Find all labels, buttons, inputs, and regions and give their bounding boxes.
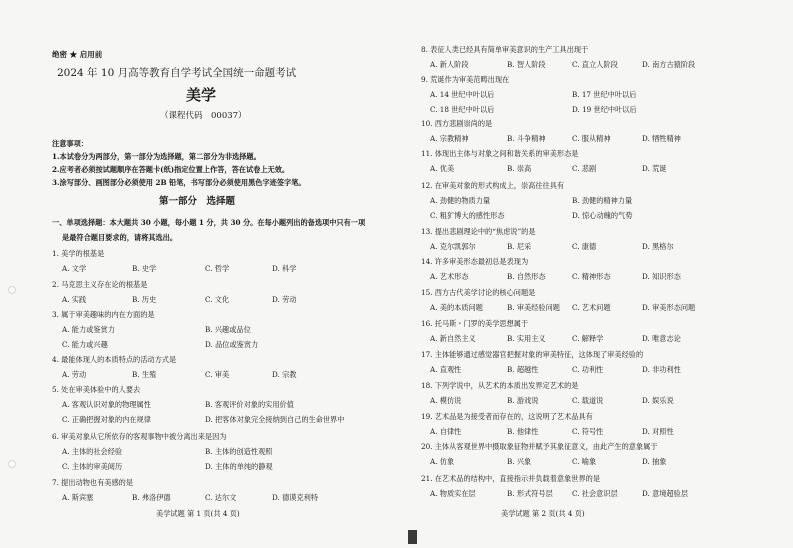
note-item: 2.应考者必须按试题顺序在答题卡(纸)指定位置上作答，答在试卷上无效。	[52, 165, 290, 174]
answer-option: A. 自律性	[430, 427, 462, 436]
answer-option: D. 对照性	[642, 427, 674, 436]
answer-option: B. 史学	[132, 264, 157, 273]
answer-option: A. 劳动	[62, 370, 87, 379]
scan-marker	[408, 530, 417, 544]
answer-option: C. 服从精神	[572, 134, 611, 143]
notes-heading: 注意事项：	[52, 139, 88, 148]
question-text: 12. 在审美对象的形式构成上，崇高往往具有	[421, 181, 565, 190]
note-item: 1.本试卷分为两部分，第一部分为选择题，第二部分为非选择题。	[52, 152, 261, 161]
answer-option: A. 克尔凯郭尔	[430, 242, 476, 251]
question-text: 7. 提出动物也有美感的是	[52, 478, 134, 487]
answer-option: C. 精神形态	[572, 272, 611, 281]
answer-option: B. 兴趣或品位	[205, 325, 251, 334]
question-text: 20. 主体从客观世界中摄取象征物并赋予其象征意义，由此产生的意象属于	[421, 442, 658, 451]
answer-option: D. 主体的单纯的静观	[205, 462, 273, 471]
answer-option: A. 斯宾塞	[62, 493, 94, 502]
answer-option: B. 尼采	[507, 242, 532, 251]
question-text: 8. 表征人类已经具有简单审美意识的生产工具出现于	[421, 45, 589, 54]
answer-option: C. 文化	[205, 295, 230, 304]
answer-option: D. 审美形态问题	[642, 303, 696, 312]
answer-option: C. 艺术问题	[572, 303, 611, 312]
question-text: 9. 荒诞作为审美范畴出现在	[421, 75, 510, 84]
answer-option: C. 符号性	[572, 427, 604, 436]
answer-option: A. 客观认识对象的物理属性	[62, 400, 151, 409]
answer-option: C. 解释学	[572, 334, 604, 343]
question-text: 21. 在艺术品的结构中，直接指示并负载着意象世界的是	[421, 474, 601, 483]
answer-option: D. 意境超验层	[642, 489, 689, 498]
answer-option: C. 18 世纪中叶以后	[430, 105, 495, 114]
answer-option: B. 生殖	[132, 370, 157, 379]
answer-option: B. 劲健的精神力量	[572, 196, 633, 205]
answer-option: C. 正确把握对象的内在规律	[62, 415, 151, 424]
question-text: 11. 体现出主体与对象之间和谐关系的审美形态是	[421, 149, 579, 158]
answer-option: C. 能力或兴趣	[62, 340, 108, 349]
question-text: 14. 许多审美形态最初总是表现为	[421, 257, 529, 266]
answer-option: A. 仿象	[430, 457, 455, 466]
answer-option: D. 宗教	[272, 370, 297, 379]
answer-option: D. 把客体对象完全接纳到自己的生命世界中	[205, 415, 345, 424]
question-text: 16. 托马斯・门罗的美学思想属于	[421, 319, 529, 328]
answer-option: A. 主体的社会经验	[62, 447, 123, 456]
answer-option: D. 黑格尔	[642, 242, 674, 251]
answer-option: D. 劳动	[272, 295, 297, 304]
answer-option: D. 抽象	[642, 457, 667, 466]
answer-option: A. 劲健的物质力量	[430, 196, 491, 205]
answer-option: C. 载道说	[572, 396, 604, 405]
question-text: 15. 西方古代美学讨论的核心问题是	[421, 288, 536, 297]
answer-option: A. 能力或鉴赏力	[62, 325, 115, 334]
answer-option: D. 德谟克利特	[272, 493, 319, 502]
question-text: 3. 属于审美趣味的内在方面的是	[52, 310, 155, 319]
answer-option: D. 南方古猿阶段	[642, 60, 696, 69]
answer-option: B. 客观评价对象的实用价值	[205, 400, 294, 409]
answer-option: D. 科学	[272, 264, 297, 273]
answer-option: A. 新人阶段	[430, 60, 469, 69]
answer-option: C. 社会意识层	[572, 489, 618, 498]
answer-option: A. 直观性	[430, 365, 462, 374]
answer-option: C. 喻象	[572, 457, 597, 466]
answer-option: A. 物质实在层	[430, 489, 476, 498]
answer-option: A. 14 世纪中叶以后	[430, 90, 495, 99]
answer-option: B. 实用主义	[507, 334, 546, 343]
answer-option: C. 主体的审美阅历	[62, 462, 123, 471]
question-text: 5. 处在审美体验中的人要去	[52, 385, 141, 394]
answer-option: D. 品位或鉴赏力	[205, 340, 259, 349]
answer-option: C. 达尔文	[205, 493, 237, 502]
answer-option: A. 模仿说	[430, 396, 462, 405]
answer-option: D. 非功利性	[642, 365, 681, 374]
answer-option: B. 崇高	[507, 164, 532, 173]
course-code: （课程代码 00037）	[160, 111, 247, 121]
answer-option: B. 游戏说	[507, 396, 539, 405]
binding-hole	[8, 286, 16, 294]
answer-option: A. 美的本质问题	[430, 303, 483, 312]
answer-option: B. 历史	[132, 295, 157, 304]
page-footer: 美学试题 第 2 页(共 4 页)	[501, 509, 585, 518]
answer-option: C. 哲学	[205, 264, 230, 273]
answer-option: D. 知识形态	[642, 272, 681, 281]
part-heading: 第一部分 选择题	[159, 196, 236, 207]
answer-option: D. 唯意志论	[642, 334, 681, 343]
answer-option: B. 主体的创造性观照	[205, 447, 273, 456]
question-text: 6. 审美对象从它所依存的客观事物中被分离出来是因为	[52, 432, 227, 441]
answer-option: A. 优美	[430, 164, 455, 173]
answer-option: B. 形式符号层	[507, 489, 553, 498]
instruction-line: 是最符合题目要求的，请将其选出。	[62, 233, 178, 242]
answer-option: B. 弗洛伊德	[132, 493, 171, 502]
note-item: 3.涂写部分、画图部分必须使用 2B 铅笔，书写部分必须使用黑色字迹签字笔。	[52, 178, 306, 187]
answer-option: B. 斗争精神	[507, 134, 546, 143]
answer-option: B. 17 世纪中叶以后	[572, 90, 637, 99]
question-text: 13. 提出悲剧理论中的“焦虑说”的是	[421, 227, 536, 236]
page-footer: 美学试题 第 1 页(共 4 页)	[156, 509, 240, 518]
exam-title: 2024 年 10 月高等教育自学考试全国统一命题考试	[57, 67, 297, 79]
answer-option: B. 超越性	[507, 365, 539, 374]
subject-title: 美学	[186, 86, 217, 104]
answer-option: A. 新自然主义	[430, 334, 476, 343]
answer-option: C. 直立人阶段	[572, 60, 618, 69]
answer-option: D. 荒诞	[642, 164, 667, 173]
answer-option: A. 实践	[62, 295, 87, 304]
question-text: 17. 主体能够通过感觉器官把握对象的审美特征，这体现了审美经验的	[421, 350, 644, 359]
answer-option: C. 康德	[572, 242, 597, 251]
question-text: 19. 艺术品是为接受者而存在的，这说明了艺术品具有	[421, 412, 593, 421]
answer-option: C. 粗犷博大的感性形态	[430, 211, 505, 220]
answer-option: A. 文学	[62, 264, 87, 273]
answer-option: B. 自然形态	[507, 272, 546, 281]
answer-option: B. 兴象	[507, 457, 532, 466]
answer-option: D. 惊心动魄的气势	[572, 211, 633, 220]
secret-label: 绝密 ★ 启用前	[52, 50, 103, 59]
question-text: 4. 最能体现人的本质特点的活动方式是	[52, 355, 177, 364]
right-page	[397, 0, 793, 548]
binding-hole	[8, 460, 16, 468]
answer-option: C. 功利性	[572, 365, 604, 374]
answer-option: D. 娱乐说	[642, 396, 674, 405]
answer-option: D. 19 世纪中叶以后	[572, 105, 637, 114]
question-text: 1. 美学的根基是	[52, 249, 105, 258]
answer-option: B. 他律性	[507, 427, 539, 436]
answer-option: A. 艺术形态	[430, 272, 469, 281]
answer-option: C. 审美	[205, 370, 230, 379]
question-text: 10. 西方悲剧崇尚的是	[421, 119, 493, 128]
question-text: 2. 马克思主义存在论的根基是	[52, 280, 148, 289]
instruction-line: 一、单项选择题：本大题共 30 小题，每小题 1 分，共 30 分。在每小题列出的备选项中只有一项	[52, 218, 366, 227]
question-text: 18. 下列学说中，从艺术的本质出发界定艺术的是	[421, 381, 579, 390]
answer-option: A. 宗教精神	[430, 134, 469, 143]
answer-option: B. 审美经验问题	[507, 303, 560, 312]
answer-option: D. 牺牲精神	[642, 134, 681, 143]
answer-option: C. 悲剧	[572, 164, 597, 173]
answer-option: B. 智人阶段	[507, 60, 546, 69]
